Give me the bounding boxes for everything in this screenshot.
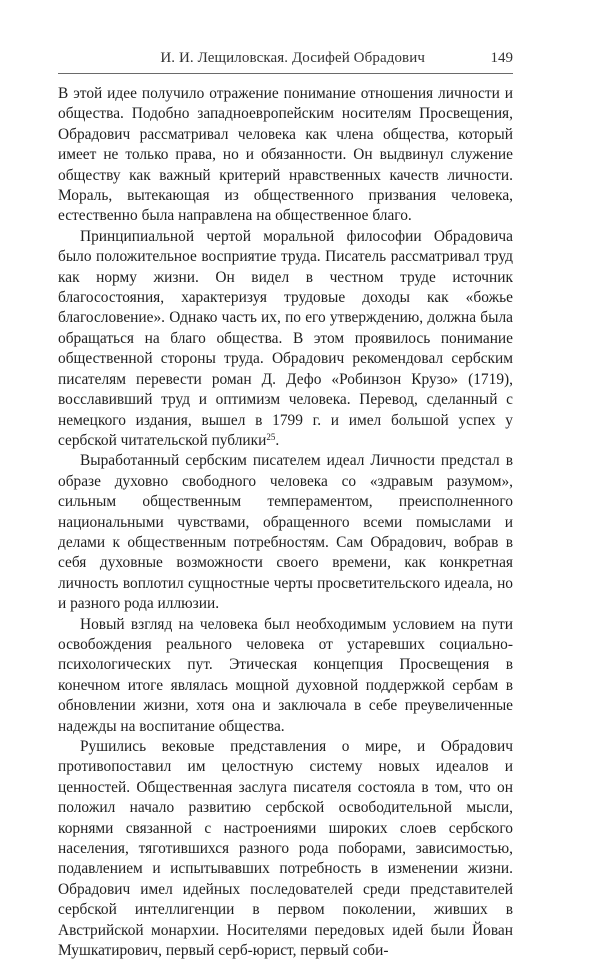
- paragraph: Рушились вековые представления о мире, и Обрадович противопоставил им целостную систему новых идеалов и ценностей. Общественная заслуга писателя состояла в том, что он положил начало развитию сербской освободительной мысли, корнями связанной с настроениями широких слоев сербского населения, тяготившихся разного рода поборами, зависимостью, подавлением и испытывавших потребность в изменении жизни. Обрадович имел идейных последователей среди представителей сербской интеллигенции в первом поколении, живших в Австрийской монархии. Носителями передовых идей были Йован Мушкатирович, первый серб-юрист, первый соби-: [58, 738, 513, 960]
- paragraph: В этой идее получило отражение понимание отношения личности и общества. Подобно западноевропейским носителям Просвещения, Обрадович рассматривал человека как члена общества, который имеет не только права, но и обязанности. Он выдвинул служение обществу как важный критерий нравственных качеств личности. Мораль, вытекающая из общественного призвания человека, естественно была направлена на общественное благо.: [58, 85, 513, 225]
- running-header: [58, 48, 513, 70]
- paragraph: Выработанный сербским писателем идеал Личности предстал в образе духовно свободного человека со «здравым разумом», сильным общественным темпераментом, преисполненного национальными чувствами, обращенного всеми помыслами и делами к общественным потребностям. Сам Обрадович, вобрав в себя духовные возможности своего времени, как конкретная личность воплотил сущностные черты просветительского идеала, но и разного рода иллюзии.: [58, 452, 513, 613]
- paragraph: Новый взгляд на человека был необходимым условием на пути освобождения реального человека от устаревших социально-психологических пут. Этическая концепция Просвещения в конечном итоге являлась мощной духовной поддержкой сербам в обновлении жизни, хотя она и заключала в себе преувеличенные надежды на воспитание общества.: [58, 615, 513, 735]
- running-title: И. И. Лещиловская. Досифей Обрадович: [160, 50, 425, 66]
- paragraph-text: Принципиальной чертой моральной философии Обрадовича было положительное восприятие труда. Писатель рассматривал труд как норму жизни. Он видел в честном труде источник благосостояния, характеризуя трудовые доходы как «божье благословение». Однако часть их, по его утверждению, должна была обращаться на благо общества. В этом проявилось понимание общественной стороны труда. Обрадович рекомендовал сербским писателям перевести роман Д. Дефо «Робинзон Крузо» (1719), восславивший труд и оптимизм человека. Перевод, сделанный с немецкого издания, вышел в 1799 г. и имел большой успех у сербской читательской публики: [58, 227, 513, 449]
- header-rule: [58, 73, 513, 74]
- paragraph: [58, 227, 513, 451]
- page-number: 149: [490, 50, 513, 66]
- footnote-marker[interactable]: 25: [266, 431, 276, 442]
- paragraph-end: .: [275, 431, 280, 449]
- body-text: [58, 84, 513, 961]
